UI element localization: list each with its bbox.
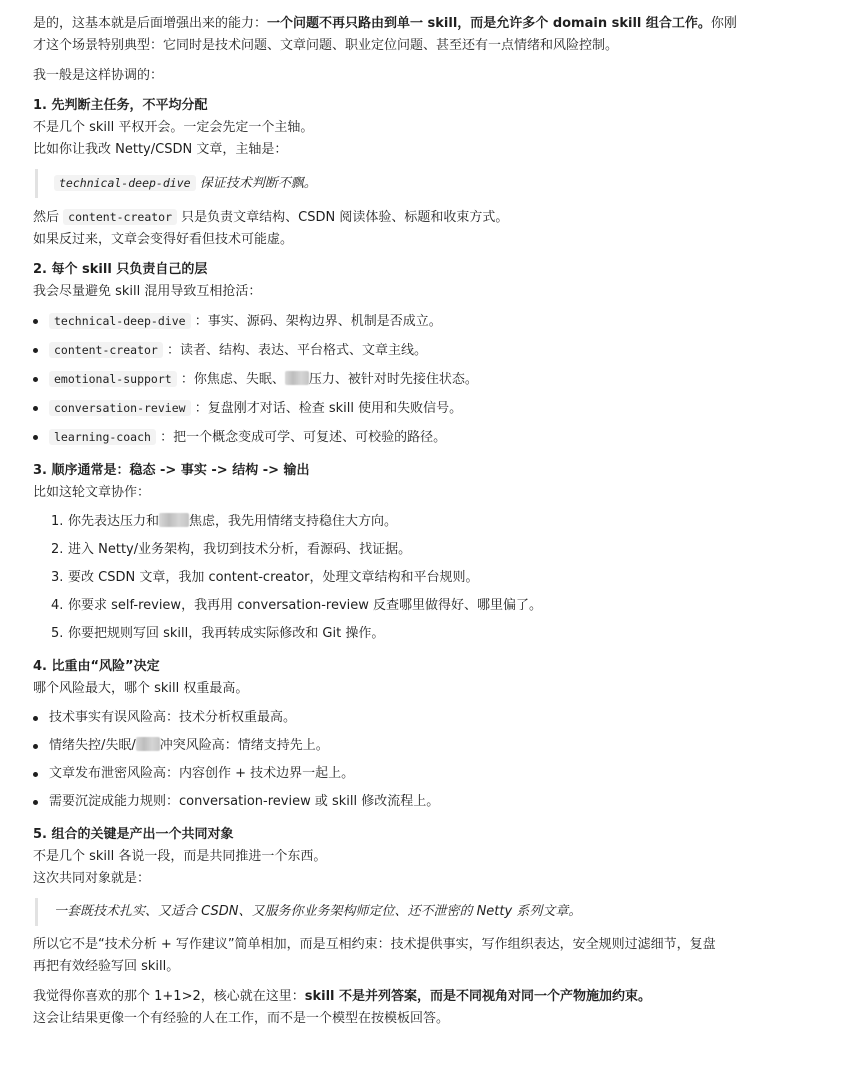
skill-code: technical-deep-dive — [49, 313, 191, 329]
list-item — [33, 365, 773, 394]
list-item — [51, 564, 773, 592]
coordination-line: 我一般是这样协调的： — [33, 68, 164, 83]
closing-text: 这会让结果更像一个有经验的人在工作，而不是一个模型在按模板回答。 — [33, 1011, 450, 1026]
section-5-text: 这次共同对象就是： — [33, 871, 151, 886]
item-text: 你要求 self-review，我再用 conversation-review 反查哪里做得好、哪里偏了。 — [68, 598, 543, 613]
section-5-heading: 5. 组合的关键是产出一个共同对象 — [33, 827, 234, 842]
list-item — [33, 336, 773, 365]
section-1-heading: 1. 先判断主任务，不平均分配 — [33, 98, 208, 113]
intro-line2: 才这个场景特别典型：它同时是技术问题、文章问题、职业定位问题、甚至还有一点情绪和风险控制。 — [33, 38, 619, 53]
section-1-text — [33, 206, 773, 229]
list-number: 3. — [51, 570, 64, 585]
text: 然后 — [33, 210, 60, 225]
ordered-list — [51, 508, 773, 648]
list-item — [33, 307, 773, 336]
section-2-text: 我会尽量避免 skill 混用导致互相抢活： — [33, 284, 262, 299]
closing-text: 我觉得你喜欢的那个 1+1>2，核心就在这里： — [33, 989, 305, 1004]
item-text: 要改 CSDN 文章，我加 content-creator，处理文章结构和平台规则。 — [68, 570, 479, 585]
list-item — [51, 508, 773, 536]
redacted-blur — [285, 371, 309, 385]
redacted-blur — [136, 737, 160, 751]
list-item — [33, 760, 773, 788]
section-5-text: 不是几个 skill 各说一段，而是共同推进一个东西。 — [33, 849, 327, 864]
blockquote — [35, 169, 773, 198]
closing-bold: skill 不是并列答案，而是不同视角对同一个产物施加约束。 — [304, 989, 652, 1004]
item-text: 你要把规则写回 skill，我再转成实际修改和 Git 操作。 — [68, 626, 385, 641]
list-item — [33, 423, 773, 452]
intro-bold: 一个问题不再只路由到单一 skill，而是允许多个 domain skill 组合工作。 — [267, 16, 711, 31]
list-item — [33, 788, 773, 816]
skill-code: content-creator — [63, 209, 177, 225]
item-text: ：你焦虑、失眠、 — [180, 372, 285, 387]
item-text: 文章发布泄密风险高：内容创作 + 技术边界一起上。 — [49, 766, 355, 781]
section-4-text: 哪个风险最大，哪个 skill 权重最高。 — [33, 681, 249, 696]
blockquote — [35, 898, 773, 926]
text: 只是负责文章结构、CSDN 阅读体验、标题和收束方式。 — [181, 210, 509, 225]
item-text: 冲突风险高：情绪支持先上。 — [159, 738, 329, 753]
redacted-blur — [159, 513, 189, 527]
section-2-heading: 2. 每个 skill 只负责自己的层 — [33, 262, 208, 277]
risk-list — [33, 704, 773, 816]
item-text: 焦虑，我先用情绪支持稳住大方向。 — [189, 514, 398, 529]
list-item — [33, 394, 773, 423]
skill-list — [33, 307, 773, 452]
item-text: ：把一个概念变成可学、可复述、可校验的路径。 — [160, 430, 447, 445]
skill-code: technical-deep-dive — [54, 175, 196, 191]
section-3-text: 比如这轮文章协作： — [33, 485, 151, 500]
quote-text: 一套既技术扎实、又适合 CSDN、又服务你业务架构师定位、还不泄密的 Netty 系列文章。 — [54, 904, 582, 919]
item-text: ：读者、结构、表达、平台格式、文章主线。 — [167, 343, 428, 358]
closing-paragraph — [33, 986, 773, 1030]
list-item — [51, 592, 773, 620]
skill-code: learning-coach — [49, 429, 156, 445]
skill-code: emotional-support — [49, 371, 177, 387]
section-1-text: 如果反过来，文章会变得好看但技术可能虚。 — [33, 232, 294, 247]
item-text: 压力、被针对时先接住状态。 — [308, 372, 478, 387]
text: 所以它不是“技术分析 + 写作建议”简单相加，而是互相约束：技术提供事实，写作组织表达，安全规则过滤细节，复盘 — [33, 937, 716, 952]
section-5-text — [33, 934, 773, 978]
list-number: 4. — [51, 598, 64, 613]
intro-text: 是的，这基本就是后面增强出来的能力： — [33, 16, 268, 31]
item-text: 你先表达压力和 — [68, 514, 160, 529]
item-text: 需要沉淀成能力规则：conversation-review 或 skill 修改流程上。 — [49, 794, 440, 809]
section-1-text: 比如你让我改 Netty/CSDN 文章，主轴是： — [33, 142, 288, 157]
section-1-text: 不是几个 skill 平权开会。一定会先定一个主轴。 — [33, 120, 314, 135]
quote-text: 保证技术判断不飘。 — [199, 176, 317, 191]
item-text: 技术事实有误风险高：技术分析权重最高。 — [49, 710, 297, 725]
list-number: 1. — [51, 514, 64, 529]
intro-text-tail: 你刚 — [710, 16, 737, 31]
section-4-heading: 4. 比重由“风险”决定 — [33, 659, 160, 674]
skill-code: conversation-review — [49, 400, 191, 416]
section-3-heading: 3. 顺序通常是：稳态 -> 事实 -> 结构 -> 输出 — [33, 463, 310, 478]
list-item — [33, 704, 773, 732]
list-number: 5. — [51, 626, 64, 641]
text: 再把有效经验写回 skill。 — [33, 959, 180, 974]
list-item — [51, 536, 773, 564]
item-text: 进入 Netty/业务架构，我切到技术分析，看源码、找证据。 — [68, 542, 412, 557]
intro-paragraph — [33, 13, 773, 57]
item-text: 情绪失控/失眠/ — [49, 738, 136, 753]
list-item — [33, 732, 773, 760]
item-text: ：复盘刚才对话、检查 skill 使用和失败信号。 — [194, 401, 463, 416]
item-text: ：事实、源码、架构边界、机制是否成立。 — [194, 314, 442, 329]
skill-code: content-creator — [49, 342, 163, 358]
list-item — [51, 620, 773, 648]
list-number: 2. — [51, 542, 64, 557]
